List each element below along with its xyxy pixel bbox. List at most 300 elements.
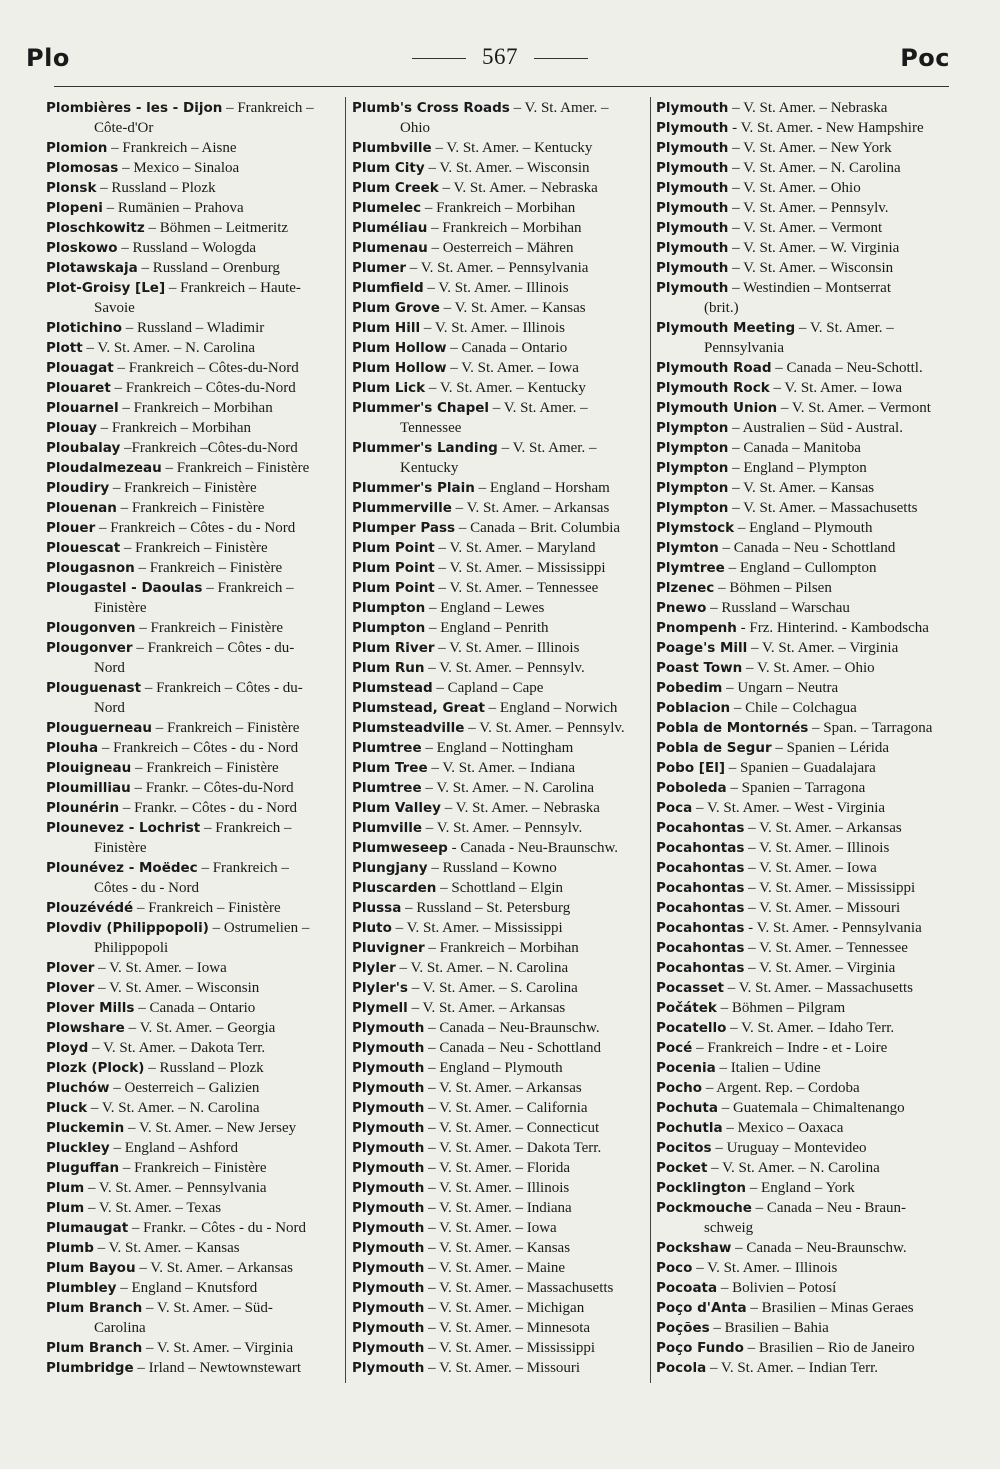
- entry-definition: – Span. – Tarragona: [808, 720, 933, 736]
- entry: [656, 858, 956, 878]
- entry-term: Plum: [46, 1180, 85, 1196]
- entry-definition: – V. St. Amer. – Pennsylv.: [464, 720, 625, 736]
- entry: [656, 798, 956, 818]
- entry-term: Poblacion: [656, 700, 731, 716]
- entry: [46, 258, 346, 278]
- entry-term: Plumb: [46, 1240, 94, 1256]
- entry: [46, 718, 346, 738]
- entry-term: Plum Hollow: [352, 340, 447, 356]
- entry-term: Plymouth Road: [656, 360, 772, 376]
- entry: [656, 718, 956, 738]
- entry: [46, 678, 346, 698]
- entry-definition: – V. St. Amer. – Tennessee: [744, 940, 908, 956]
- entry: [352, 958, 652, 978]
- entry-term: Plum Point: [352, 560, 435, 576]
- header-rule: [54, 86, 949, 87]
- entry-definition: – Canada – Neu-Braunschw.: [731, 1240, 907, 1256]
- entry-definition: – Spanien – Guadalajara: [725, 760, 876, 776]
- entry-definition: – V. St. Amer. – Illinois: [434, 640, 580, 656]
- entry: [46, 1138, 346, 1158]
- entry: [46, 998, 346, 1018]
- entry-term: Poage's Mill: [656, 640, 748, 656]
- entry-term: Pobedim: [656, 680, 723, 696]
- entry: [46, 798, 346, 818]
- entry-definition: – V. St. Amer. – Süd-: [142, 1300, 273, 1316]
- entry-term: Poca: [656, 800, 693, 816]
- entry: [46, 1198, 346, 1218]
- entry-definition: – Capland – Cape: [432, 680, 544, 696]
- entry: [46, 758, 346, 778]
- entry-definition: – Frankreich – Finistère: [134, 560, 283, 576]
- entry-term: Plymell: [352, 1000, 408, 1016]
- entry-term: Plover Mills: [46, 1000, 135, 1016]
- entry-continuation: Côtes - du - Nord: [94, 880, 199, 896]
- entry-term: Plummer's Landing: [352, 440, 498, 456]
- entry: [656, 698, 956, 718]
- entry: [352, 1118, 652, 1138]
- column-3: [656, 98, 956, 1378]
- entry-definition: – V. St. Amer. – Massachusetts: [424, 1280, 614, 1296]
- entry: [46, 398, 346, 418]
- entry-term: Plyler: [352, 960, 396, 976]
- entry: [656, 1318, 956, 1338]
- entry: [352, 178, 652, 198]
- entry-definition: – V. St. Amer. – Indian Terr.: [706, 1360, 879, 1376]
- entry-term: Plymouth: [352, 1220, 425, 1236]
- entry-term: Plymouth: [352, 1160, 425, 1176]
- entry-term: Plymouth: [352, 1100, 425, 1116]
- entry-term: Plumtree: [352, 740, 422, 756]
- entry-term: Plymouth: [656, 240, 729, 256]
- entry-term: Ploudalmezeau: [46, 460, 162, 476]
- entry-definition: – Frankr. – Côtes - du - Nord: [119, 800, 297, 816]
- entry-term: Poast Town: [656, 660, 743, 676]
- entry-term: Pluchów: [46, 1080, 110, 1096]
- entry: [352, 778, 652, 798]
- entry-definition: – V. St. Amer. – Dakota Terr.: [424, 1140, 602, 1156]
- entry-term: Plymouth: [656, 100, 729, 116]
- entry: [46, 158, 346, 178]
- entry: [352, 1098, 652, 1118]
- entry-definition: – V. St. Amer. – Kansas: [439, 300, 586, 316]
- entry-term: Plumtree: [352, 780, 422, 796]
- entry-definition: – Canada – Neu-Braunschw.: [424, 1020, 600, 1036]
- entry-definition: – V. St. Amer. – Nebraska: [438, 180, 598, 196]
- entry-term: Pocket: [656, 1160, 708, 1176]
- entry-term: Plouguenast: [46, 680, 142, 696]
- entry: [46, 958, 346, 978]
- entry: [656, 378, 956, 398]
- entry-term: Plum Creek: [352, 180, 439, 196]
- entry: [352, 978, 652, 998]
- entry-term: Pocklington: [656, 1180, 747, 1196]
- entry-definition: – V. St. Amer. – Kansas: [93, 1240, 240, 1256]
- entry-definition: – Frankreich – Finistère: [133, 900, 281, 916]
- entry-term: Plotawskaja: [46, 260, 138, 276]
- entry-definition: – Frankreich – Finistère: [135, 620, 283, 636]
- entry: [46, 378, 346, 398]
- entry: [352, 678, 652, 698]
- entry: [352, 1158, 652, 1178]
- entry-definition: – V. St. Amer. – Maine: [424, 1260, 566, 1276]
- entry-term: Pocoata: [656, 1280, 718, 1296]
- entry: [656, 758, 956, 778]
- entry-definition: – V. St. Amer. –: [795, 320, 894, 336]
- entry: [46, 1078, 346, 1098]
- entry-term: Plumweseep: [352, 840, 448, 856]
- entry-term: Plymouth: [656, 180, 729, 196]
- dash-right: [534, 58, 588, 59]
- entry-term: Plummerville: [352, 500, 452, 516]
- entry-term: Plumaugat: [46, 1220, 129, 1236]
- entry-definition: – Russland – Plozk: [144, 1060, 264, 1076]
- entry: [656, 218, 956, 238]
- entry-term: Plymouth: [352, 1320, 425, 1336]
- entry-term: Plum: [46, 1200, 85, 1216]
- entry-term: Plouer: [46, 520, 96, 536]
- page-number-wrap: [0, 44, 1000, 70]
- entry-term: Plougasnon: [46, 560, 135, 576]
- entry: [656, 198, 956, 218]
- entry-definition: – V. St. Amer. – Mississippi: [434, 560, 606, 576]
- entry-term: Plover: [46, 980, 95, 996]
- entry-term: Pnewo: [656, 600, 707, 616]
- entry-continuation: Nord: [94, 660, 125, 676]
- entry-definition: – V. St. Amer. – Mississippi: [424, 1340, 596, 1356]
- entry-definition: – V. St. Amer. – Arkansas: [407, 1000, 566, 1016]
- entry-definition: – V. St. Amer. – Vermont: [728, 220, 883, 236]
- entry: [46, 438, 346, 458]
- entry-definition: –Frankreich –Côtes-du-Nord: [120, 440, 298, 456]
- entry: [46, 818, 346, 838]
- entry-term: Plymouth: [656, 120, 729, 136]
- entry-definition: – Frankr. – Côtes - du - Nord: [128, 1220, 307, 1236]
- entry-definition: – Guatemala – Chimaltenango: [717, 1100, 905, 1116]
- entry: [656, 838, 956, 858]
- entry-term: Plouescat: [46, 540, 121, 556]
- entry-definition: – V. St. Amer. – Ohio: [742, 660, 875, 676]
- entry-definition: – Canada – Manitoba: [728, 440, 861, 456]
- entry-term: Plymouth: [352, 1060, 425, 1076]
- entry-term: Plymouth Meeting: [656, 320, 796, 336]
- entry: [352, 198, 652, 218]
- entry: [656, 358, 956, 378]
- entry: [352, 238, 652, 258]
- entry-term: Plouaret: [46, 380, 111, 396]
- entry-definition: – Böhmen – Leitmeritz: [144, 220, 289, 236]
- entry-term: Plum Grove: [352, 300, 440, 316]
- entry-definition: – England – Plymouth: [424, 1060, 563, 1076]
- entry-term: Plouha: [46, 740, 99, 756]
- entry: [656, 1098, 956, 1118]
- entry-term: Plummer's Plain: [352, 480, 475, 496]
- entry-term: Plungjany: [352, 860, 428, 876]
- entry: [46, 1298, 346, 1318]
- entry-term: Pocatello: [656, 1020, 727, 1036]
- entry: [352, 358, 652, 378]
- entry-term: Plympton: [656, 420, 729, 436]
- entry: [656, 158, 956, 178]
- entry-definition: – Oesterreich – Mähren: [427, 240, 574, 256]
- entry-term: Plum River: [352, 640, 435, 656]
- entry: [656, 318, 956, 338]
- entry: [352, 1338, 652, 1358]
- entry: [352, 1258, 652, 1278]
- entry: [352, 1318, 652, 1338]
- entry-term: Plouguerneau: [46, 720, 152, 736]
- entry-definition: – V. St. Amer. –: [497, 440, 597, 456]
- entry-definition: – Frankreich – Morbihan: [421, 200, 576, 216]
- entry: [352, 1358, 652, 1378]
- entry: [352, 558, 652, 578]
- entry-term: Plumper Pass: [352, 520, 456, 536]
- entry: [656, 438, 956, 458]
- entry: [656, 1138, 956, 1158]
- entry-definition: – Frankreich – Finistère: [161, 460, 310, 476]
- entry-definition: – V. St. Amer. – Kentucky: [425, 380, 586, 396]
- entry-term: Plumfield: [352, 280, 424, 296]
- entry-definition: – V. St. Amer. – S. Carolina: [407, 980, 578, 996]
- entry-term: Ploschkowitz: [46, 220, 145, 236]
- entry: [352, 278, 652, 298]
- entry-definition: – V. St. Amer. –: [509, 100, 609, 116]
- entry: [352, 618, 652, 638]
- entry-definition: – V. St. Amer. – Maryland: [434, 540, 596, 556]
- entry: [46, 98, 346, 118]
- entry-term: Počátek: [656, 1000, 717, 1016]
- entry-term: Plumb's Cross Roads: [352, 100, 510, 116]
- entry: [656, 818, 956, 838]
- entry-definition: – V. St. Amer. – Nebraska: [728, 100, 888, 116]
- entry: [656, 878, 956, 898]
- entry-definition: – Canada – Neu - Schottland: [424, 1040, 601, 1056]
- entry-term: Plum Point: [352, 540, 435, 556]
- entry-definition: – Rumänien – Prahova: [102, 200, 244, 216]
- entry-definition: – V. St. Amer. – Mississippi: [391, 920, 563, 936]
- entry: [656, 418, 956, 438]
- entry-term: Poço Fundo: [656, 1340, 744, 1356]
- entry-definition: – Frankreich – Haute-: [165, 280, 301, 296]
- dash-left: [412, 58, 466, 59]
- entry: [352, 1078, 652, 1098]
- entry-definition: – V. St. Amer. – Massachusetts: [728, 500, 918, 516]
- entry: [352, 498, 652, 518]
- entry: [656, 1058, 956, 1078]
- entry: [352, 598, 652, 618]
- entry-definition: – V. St. Amer. – N. Carolina: [87, 1100, 260, 1116]
- entry-term: Plott: [46, 340, 83, 356]
- entry-term: Plumer: [352, 260, 407, 276]
- entry: [656, 918, 956, 938]
- entry-definition: – Canada – Ontario: [446, 340, 568, 356]
- entry: [352, 1298, 652, 1318]
- entry-term: Plymouth: [352, 1200, 425, 1216]
- entry-term: Plumbley: [46, 1280, 117, 1296]
- entry: [656, 1018, 956, 1038]
- entry: [656, 1338, 956, 1358]
- entry: [352, 858, 652, 878]
- entry-term: Plymouth: [352, 1360, 425, 1376]
- entry-definition: – V. St. Amer. – Connecticut: [424, 1120, 600, 1136]
- entry-definition: – Frankreich – Morbihan: [427, 220, 582, 236]
- entry-definition: – Böhmen – Pilsen: [714, 580, 832, 596]
- entry-definition: – Frankreich – Morbihan: [96, 420, 252, 436]
- entry-continuation: Finistère: [94, 600, 147, 616]
- entry: [46, 738, 346, 758]
- entry: [46, 498, 346, 518]
- entry-definition: – V. St. Amer. – Massachusetts: [723, 980, 914, 996]
- entry: [656, 458, 956, 478]
- entry-term: Plumbridge: [46, 1360, 134, 1376]
- entry-term: Pocenia: [656, 1060, 716, 1076]
- entry-term: Plummer's Chapel: [352, 400, 490, 416]
- entry-term: Plymouth: [352, 1020, 425, 1036]
- entry-definition: – Canada – Brit. Columbia: [455, 520, 621, 536]
- page-number: 567: [482, 44, 518, 69]
- entry-definition: – Frankreich – Finistère: [151, 720, 300, 736]
- entry: [46, 1058, 346, 1078]
- entry-definition: – Russland – St. Petersburg: [401, 900, 571, 916]
- entry-term: Plum Hill: [352, 320, 421, 336]
- entry-definition: – V. St. Amer. – Kansas: [728, 480, 875, 496]
- entry: [352, 518, 652, 538]
- entry: [46, 1018, 346, 1038]
- entry: [46, 278, 346, 298]
- entry-term: Plum Point: [352, 580, 435, 596]
- entry: [46, 198, 346, 218]
- entry-term: Plum Branch: [46, 1300, 143, 1316]
- entry-term: Plum Valley: [352, 800, 441, 816]
- entry-term: Pocitos: [656, 1140, 712, 1156]
- entry-definition: – Frankreich –: [197, 860, 289, 876]
- entry-definition: – Russland – Kowno: [427, 860, 557, 876]
- entry: [352, 338, 652, 358]
- entry-definition: – V. St. Amer. – Florida: [424, 1160, 571, 1176]
- entry: [46, 1038, 346, 1058]
- entry: [352, 298, 652, 318]
- entry: [656, 1078, 956, 1098]
- entry-continuation: (brit.): [704, 300, 739, 316]
- entry-term: Plozk (Plock): [46, 1060, 145, 1076]
- entry: [656, 998, 956, 1018]
- entry-term: Plumstead, Great: [352, 700, 485, 716]
- entry-definition: – V. St. Amer. – Virginia: [744, 960, 896, 976]
- entry-term: Plum Lick: [352, 380, 426, 396]
- entry-definition: - V. St. Amer. - New Hampshire: [728, 120, 924, 136]
- entry-definition: – Frankreich – Finistère: [109, 480, 257, 496]
- entry: [46, 1338, 346, 1358]
- entry-term: Plymton: [656, 540, 719, 556]
- entry-definition: – Russland – Warschau: [706, 600, 850, 616]
- entry-definition: – England – Lewes: [425, 600, 545, 616]
- entry: [46, 978, 346, 998]
- entry: [656, 538, 956, 558]
- entry-definition: – Irland – Newtownstewart: [133, 1360, 302, 1376]
- running-head-left: Plo: [26, 44, 70, 72]
- entry-term: Plzenec: [656, 580, 715, 596]
- entry: [352, 918, 652, 938]
- column-1: [46, 98, 346, 1378]
- entry-term: Pobla de Segur: [656, 740, 772, 756]
- entry-definition: – Frankreich –: [222, 100, 314, 116]
- entry-definition: – V. St. Amer. – W. Virginia: [728, 240, 900, 256]
- entry: [656, 518, 956, 538]
- entry-definition: – V. St. Amer. – N. Carolina: [728, 160, 901, 176]
- entry-continuation: Philippopoli: [94, 940, 169, 956]
- entry-term: Plymouth: [352, 1260, 425, 1276]
- entry-term: Plombières - les - Dijon: [46, 100, 223, 116]
- entry-continuation: Savoie: [94, 300, 135, 316]
- entry-definition: – V. St. Amer. – Arkansas: [744, 820, 902, 836]
- entry-definition: – V. St. Amer. – Indiana: [424, 1200, 572, 1216]
- entry-term: Plymouth: [352, 1300, 425, 1316]
- entry-term: Plum Bayou: [46, 1260, 136, 1276]
- entry: [352, 158, 652, 178]
- entry-term: Plouarnel: [46, 400, 119, 416]
- entry-definition: – Russland – Wladimir: [122, 320, 265, 336]
- entry-term: Ploubalay: [46, 440, 121, 456]
- entry: [46, 238, 346, 258]
- entry-definition: – Mexico – Oaxaca: [722, 1120, 844, 1136]
- entry: [656, 678, 956, 698]
- entry-definition: – V. St. Amer. – Iowa: [94, 960, 227, 976]
- entry-term: Plymouth: [352, 1340, 425, 1356]
- entry: [352, 1138, 652, 1158]
- entry: [46, 1358, 346, 1378]
- entry-term: Pochutla: [656, 1120, 723, 1136]
- entry-definition: – England – Horsham: [474, 480, 610, 496]
- entry: [656, 958, 956, 978]
- entry-term: Plounévez - Moëdec: [46, 860, 198, 876]
- entry-continuation: Nord: [94, 700, 125, 716]
- entry: [656, 638, 956, 658]
- entry-definition: – V. St. Amer. – Kansas: [424, 1240, 571, 1256]
- entry: [656, 1358, 956, 1378]
- entry-term: Pocahontas: [656, 860, 745, 876]
- entry-term: Ploskowo: [46, 240, 118, 256]
- entry: [352, 998, 652, 1018]
- entry: [352, 1178, 652, 1198]
- entry: [46, 1118, 346, 1138]
- entry: [46, 358, 346, 378]
- entry-term: Plowshare: [46, 1020, 125, 1036]
- entry-definition: – V. St. Amer. – Georgia: [124, 1020, 276, 1036]
- entry-term: Ployd: [46, 1040, 89, 1056]
- entry-definition: – Oesterreich – Galizien: [109, 1080, 260, 1096]
- entry-definition: – Canada – Ontario: [134, 1000, 256, 1016]
- entry-definition: – England – Plymouth: [734, 520, 873, 536]
- entry-definition: – Frankreich –: [202, 580, 294, 596]
- entry-term: Pocahontas: [656, 840, 745, 856]
- entry-term: Poções: [656, 1320, 710, 1336]
- entry-definition: – V. St. Amer. – Iowa: [769, 380, 903, 396]
- entry-term: Plumpton: [352, 600, 426, 616]
- entry-term: Plymouth: [352, 1180, 425, 1196]
- entry-term: Plounevez - Lochrist: [46, 820, 201, 836]
- entry-definition: – Argent. Rep. – Cordoba: [702, 1080, 860, 1096]
- entry-definition: – V. St. Amer. – Indiana: [427, 760, 575, 776]
- entry: [656, 898, 956, 918]
- entry-term: Pocola: [656, 1360, 707, 1376]
- entry-term: Plympton: [656, 440, 729, 456]
- entry-continuation: Finistère: [94, 840, 147, 856]
- entry: [46, 1098, 346, 1118]
- entry-definition: – V. St. Amer. – Tennessee: [434, 580, 599, 596]
- entry: [352, 818, 652, 838]
- entry-definition: – V. St. Amer. – Virginia: [142, 1340, 294, 1356]
- entry-definition: – V. St. Amer. – Illinois: [744, 840, 890, 856]
- entry: [656, 1158, 956, 1178]
